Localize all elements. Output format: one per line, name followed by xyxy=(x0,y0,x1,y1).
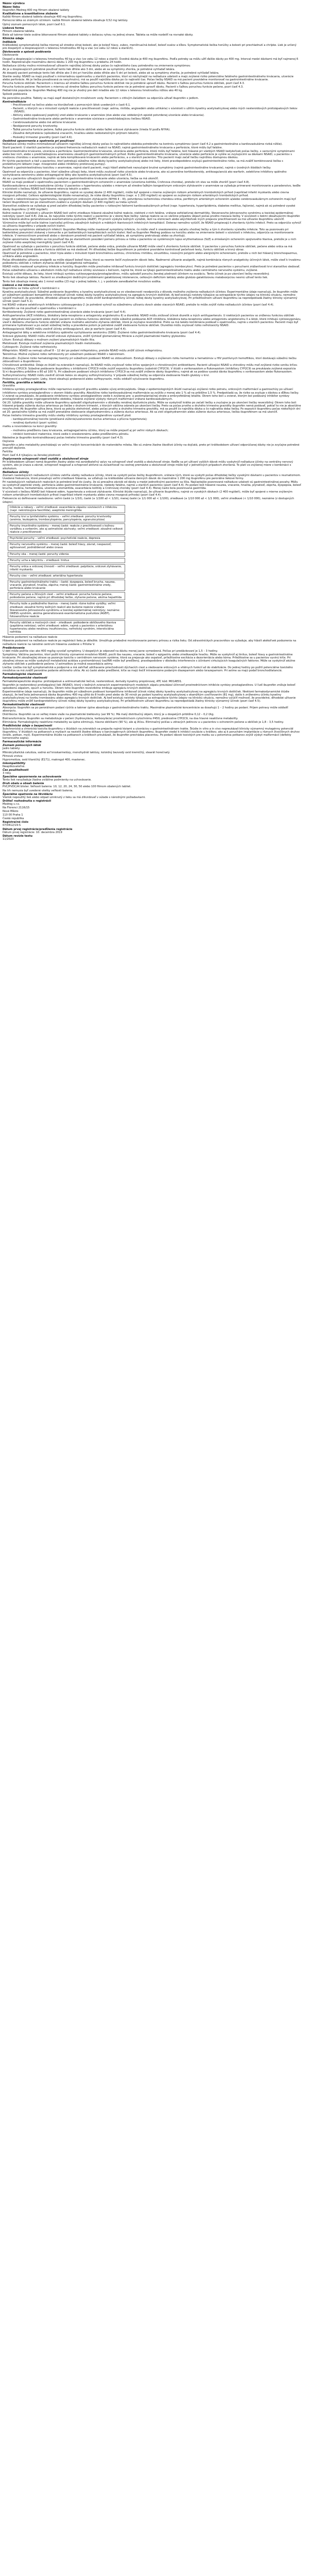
adverse-effect-row: Infekcie a nákazy – veľmi zriedkavé: exacerbácia zápalov súvisiacich s infekciou (napr. nekrotizujúca fasciitída), aseptická meningitída xyxy=(8,505,125,513)
text-paragraph: Medreg s.r.o. xyxy=(3,802,20,806)
text-paragraph: Sulfonylmočoviny: NSAID môžu zosilniť účinok liekov zo skupiny sulfonylmočoviny. V prípade súbežnej liečby sa odporúča sledovanie hladín glukózy v krvi. xyxy=(3,374,210,378)
text-paragraph: Hlásenie podozrení na nežiaduce reakcie xyxy=(3,636,58,639)
subsection-heading: Zoznam pomocných látok xyxy=(3,744,41,748)
text-paragraph: Dojčenie xyxy=(3,439,14,443)
text-paragraph: Zoznam nasledujúcich nežiaducich účinkov zahŕňa všetky nežiaduce účinky, ktoré sa vyskytli počas liečby ibuprofénom, vrátane tých, ktoré sa vyskytli počas dlhodobej liečby vysokými dávkami u pacientov s reumatizmom. Uvedené frekvencie, ktoré presahujú veľmi zriedkavé hlásenia, sa vzťahujú na krátkodobé užívanie denných dávok do maximálne 1 200 mg ibuprofénu pre perorálne liekové formy. xyxy=(3,473,301,480)
text-paragraph: Ibuprofén je nesteroidový protizápalový liek (NSAID), ktorý v bežných zvieracích experimentálnych modeloch zápalu preukázal účinnosť prostredníctvom inhibície syntézy prostaglandínov. U ľudí ibuprofén znižuje bolesť spôsobenú zápalom, opuch a horúčku. Okrem toho ibuprofén reverzibilne inhibuje agregáciu krvných doštičiek. xyxy=(3,683,296,690)
text-paragraph: Lítium: Existujú dôkazy o možnom zvýšení plazmatických hladín lítia. xyxy=(3,338,95,342)
text-paragraph: Gravidita xyxy=(3,384,15,388)
text-paragraph: PVC/PVDC/Al blister. Veľkosti balenia: 10, 12, 20, 24, 30, 50 alebo 100 filmom obalených tabliet. xyxy=(3,785,131,789)
bullet-item: – Gastrointestinálne krvácanie alebo perforácia v anamnéze súvisiace s predchádzajúcou liečbou NSAID. xyxy=(11,117,151,121)
text-paragraph: Spôsob podávania xyxy=(3,93,27,96)
section-heading: Farmakologické vlastnosti xyxy=(3,673,42,676)
bullet-item: – inhibícii kontrakcií maternice, ktorá vedie k oneskorenému alebo predĺženému pôrodu. xyxy=(11,432,129,436)
subsection-heading: Dávkovanie a spôsob podávania xyxy=(3,50,51,54)
text-paragraph: Počas tretieho trimestra gravidity môžu všetky inhibítory syntézy prostaglandínov vystaviť plod: xyxy=(3,414,131,418)
subsection-heading: Farmakodynamické vlastnosti xyxy=(3,676,47,680)
adverse-effect-row: Poruchy gastrointestinálneho traktu – časté: dyspepsia, bolesť brucha, nauzea, vracanie, plynatosť, hnačka, zápcha; menej časté: gastrointestinálne vredy, perforácia alebo krvácanie xyxy=(8,580,125,591)
text-paragraph: Jadro tablety: xyxy=(3,747,21,751)
text-paragraph: Inhibícia syntézy prostaglandínov môže nepriaznivo ovplyvniť graviditu a/alebo vývoj embrya/plodu. Údaje z epidemiologických štúdií naznačujú zvýšené riziko potratu, srdcových malformácií a gastroschízy po užívaní inhibítorov syntézy prostaglandínov v skorom štádiu gravidity. Absolútne riziko kardiovaskulárnej malformácie sa zvýšilo z menej ako 1 % až na približne 1,5 %. Predpokladá sa, že riziko sa zvyšuje s dávkou a dĺžkou liečby. U zvierat sa preukázalo, že podávanie inhibítorov syntézy prostaglandínov vedie k zvýšenej pre- a postimplantačnej strate a embryofetálnej letalite. Okrem toho boli u zvierat, ktorým bol podávaný inhibítor syntézy prostaglandínov počas organogenetického obdobia, hlásené zvýšené výskyty rôznych malformácií vrátane kardiovaskulárnych. xyxy=(3,388,299,401)
text-paragraph: Ak sa u pacientov užívajúcich ibuprofén vyskytne gastrointestinálne krvácanie alebo ulcerácia, liečba sa má ukončiť. xyxy=(3,177,159,180)
text-paragraph: Opatrnosť sa odporúča u pacientov, ktorí súbežne užívajú lieky, ktoré môžu zvyšovať riziko ulcerácie alebo krvácania, ako sú perorálne kortikosteroidy, antikoagulanciá ako warfarín, selektívne inhibítory spätného vychytávania serotonínu alebo antiagregačné látky ako kyselina acetylsalicylová (pozri časť 4.5). xyxy=(3,170,287,177)
text-paragraph: Ibuprofén sa má používať s opatrnosťou v kombinácii s: xyxy=(3,307,77,311)
bullet-item: – Cerebrovaskulárne alebo iné aktívne krvácanie. xyxy=(11,121,77,125)
bullet-item: – Posledný trimester gravidity (pozri časť 4.6). xyxy=(11,135,73,139)
text-paragraph: Ak dospelý pacient potrebuje tento liek dlhšie ako 3 dni pri horúčke alebo dlhšie ako 5 dní pri bolesti, alebo ak sa symptómy zhoršia, je potrebné vyhľadať lekára. xyxy=(3,71,219,75)
text-paragraph: Pozri časť 4.4 týkajúcu sa ženskej plodnosti. xyxy=(3,454,62,457)
text-paragraph: Všetok nepoužitý liek alebo odpad vzniknutý z lieku sa má zlikvidovať v súlade s národnými požiadavkami. xyxy=(3,795,146,799)
subsection-heading: Špeciálne upozornenia na uchovávanie xyxy=(3,775,61,779)
adverse-effect-row: Poruchy imunitného systému – menej časté: reakcie z precitlivenosti s kožnou vyrážkou a svrbením, ako aj astmatické záchvaty; veľmi zriedkavé: závažné celkové reakcie z precitlivenosti xyxy=(8,523,125,535)
text-paragraph: Opatrnosť je potrebná u pacientov, ktorí trpia alebo v minulosti trpeli bronchiálnou astmou, chronickou rinitídou, sinusitídou, nosovými polypmi alebo alergickými ochoreniami, pretože u nich bol hlásený bronchospazmus, urtikária alebo angioedém. xyxy=(3,251,298,258)
text-paragraph: Porucha funkcie pečene: Pacientom s miernou až stredne ťažkou poruchou funkcie pečene nie je potrebné upraviť dávku. Pacienti s ťažkou poruchou funkcie pečene, pozri časť 4.3. xyxy=(3,86,244,89)
bullet-item: – Závažná dehydratácia (spôsobená vracaním, hnačkou alebo nedostatočným príjmom tekutín). xyxy=(11,132,140,135)
adverse-effect-row: Poruchy ciev – veľmi zriedkavé: arteriálna hypertenzia xyxy=(8,573,125,579)
text-paragraph: 07/0412/19-S xyxy=(3,824,21,827)
text-paragraph: Tento liek obsahuje menej ako 1 mmol sodíka (23 mg) v jednej tablete, t. j. v podstate zanedbateľné množstvo sodíka. xyxy=(3,280,162,283)
subsection-heading: Nežiaduce účinky xyxy=(3,470,29,474)
text-paragraph: Pri krátkodobom užívaní nemá ibuprofén žiadny alebo má zanedbateľný vplyv na schopnosť viesť vozidlá a obsluhovať stroje. Keďže sa pri užívaní vyšších dávok môžu vyskytnúť nežiaduce účinky na centrálny nervový systém, ako je únava a závrat, schopnosť reagovať a schopnosť aktívne sa zúčastňovať na cestnej premávke a obsluhovať stroje môže byť v jednotlivých prípadoch zhoršená. To platí vo zvýšenej miere v kombinácii s alkoholom. xyxy=(3,461,293,470)
adverse-effect-row: Poruchy krvi a lymfatického systému – veľmi zriedkavé: poruchy krvotvorby (anémia, leukopénia, trombocytopénia, pancytopénia, agranulocytóza) xyxy=(8,514,125,522)
text-paragraph: Dospelí a dospievajúci s telesnou hmotnosťou 40 kg a viac (vo veku 12 rokov a starší): Úvodná dávka je 400 mg ibuprofénu. Podľa potreby sa môžu užiť ďalšie dávky po 400 mg. Interval medzi dávkami má byť najmenej 6 hodín. Neprekračujte maximálnu dennú dávku 1 200 mg ibuprofénu v priebehu 24 hodín. xyxy=(3,57,298,64)
section-heading: Lieková forma xyxy=(3,26,24,30)
text-paragraph: Gastrointestinálne krvácanie, ulcerácia a perforácia: Gastrointestinálne krvácanie, ulcerácia alebo perforácia, ktoré môžu byť fatálne, boli hlásené pri všetkých NSAID kedykoľvek počas liečby, s varovnými symptómami alebo bez nich, alebo s predchádzajúcou anamnézou závažných gastrointestinálnych príhod. Riziko gastrointestinálneho krvácania, ulcerácie alebo perforácie je vyššie so zvyšujúcimi sa dávkami NSAID, u pacientov s vredovou chorobou v anamnéze, najmä ak bola komplikovaná krvácaním alebo perforáciou, a u starších pacientov. Títo pacienti majú začať liečbu najnižšou dostupnou dávkou. xyxy=(3,149,295,160)
text-paragraph: Ibuprofénu sa treba vyhnúť v kombinácii s: xyxy=(3,286,60,290)
text-paragraph: Tento liek obsahuje laktózu. Pacienti so zriedkavými dedičnými problémami galaktózovej intolerancie, celkovým deficitom laktázy alebo glukózo-galaktózovou malabsorpciou nesmú užívať tento liek. xyxy=(3,276,268,280)
text-paragraph: Každá filmom obalená tableta obsahuje 400 mg ibuprofénu. xyxy=(3,15,83,19)
text-paragraph: Srdcové glykozidy: NSAID môžu zhoršiť srdcové zlyhávanie, znížiť rýchlosť glomerulárnej filtrácie a zvýšiť plazmatické hladiny glykozidov. xyxy=(3,335,186,338)
text-paragraph: 11/2023 xyxy=(3,837,14,841)
text-paragraph: Metotrexát: Existuje možnosť zvýšenia plazmatických hladín metotrexátu. xyxy=(3,342,102,346)
text-paragraph: Klinické štúdie naznačujú, že užívanie ibuprofénu, najmä vo vysokej dávke (2 400 mg/deň), môže byť spojené s mierne zvýšeným rizikom arteriálnych trombotických príhod (napríklad infarkt myokardu alebo cievna mozgová príhoda). Celkovo epidemiologické štúdie nenaznačujú, že nízke dávky ibuprofénu (napr. ≤ 1 200 mg/deň) sú spojené so zvýšeným rizikom arteriálnych trombotických príhod. xyxy=(3,191,289,198)
text-paragraph: Pacienti s nekontrolovanou hypertenziou, kongestívnym srdcovým zlyhávaním (NYHA II – III), potvrdenou ischemickou chorobou srdca, periférnym arteriálnym ochorením a/alebo cerebrovaskulárnym ochorením majú byť liečení ibuprofénom len po starostlivom zvážení a vysokým dávkam (2 400 mg/deň) sa treba vyhnúť. xyxy=(3,198,296,205)
subsection-heading: Liekové a iné interakcie xyxy=(3,283,39,287)
text-paragraph: Nežiaduce účinky možno minimalizovať užívaním najnižšej účinnej dávky počas čo najkratšieho času potrebného na zmiernenie symptómov. xyxy=(3,64,191,67)
subsection-heading: Indikácie xyxy=(3,41,16,44)
section-heading: Dátum revízie textu xyxy=(3,834,33,838)
text-paragraph: Staršie osoby: NSAID sa majú používať s mimoriadnou opatrnosťou u starších pacientov, ktorí sú náchylnejší na nežiaduce udalosti a majú zvýšené riziko potenciálne fatálneho gastrointestinálneho krvácania, ulcerácie alebo perforácie. Ak je liečba považovaná za nevyhnutnú, má sa použiť najnižšia dávka po čo najkratší čas. Počas liečby NSAID sa má pacient pravidelne monitorovať na gastrointestinálne krvácanie. xyxy=(3,75,294,82)
text-paragraph: Liečba: Liečba má byť symptomatická a podporná a má zahŕňať udržiavanie priechodnosti dýchacích ciest a sledovanie srdcových a vitálnych funkcií až do stabilizácie. Do jednej hodiny po požití potenciálne toxického množstva sa má zvážiť perorálne podanie aktívneho uhlia. Ak sú časté alebo predĺžené, kŕče sa majú liečiť intravenózne podaným diazepamom alebo lorazepamom. Pri astme sa majú podať bronchodilatanciá. xyxy=(3,666,293,673)
subsection-heading: Ovplyvnenie schopnosti viesť vozidlá a obsluhovať stroje xyxy=(3,457,89,461)
text-paragraph: Antikoagulanciá: NSAID môžu zosilniť účinky antikoagulancií, ako je warfarín (pozri časť 4.4). xyxy=(3,327,127,331)
text-paragraph: Neaplikovateľné. xyxy=(3,765,25,768)
document-title: Názov výrobcu xyxy=(3,2,25,5)
text-paragraph: Ďalšie upozornenia: Ibuprofén sa má používať iba po starostlivom posúdení pomeru prínosu a rizika u pacientov so systémovým lupus erythematosus (SLE) a zmiešaným ochorením spojivového tkaniva, pretože je u nich zvýšené riziko aseptickej meningitídy (pozri časť 4.8). xyxy=(3,238,297,245)
text-paragraph: Starostlivé zváženie sa vyžaduje aj pred začatím dlhodobej liečby pacientov s rizikovými faktormi kardiovaskulárnych príhod (napr. hypertenzia, hyperlipidémia, diabetes mellitus, fajčenie), najmä ak sú potrebné vysoké dávky ibuprofénu (2 400 mg/deň). xyxy=(3,205,296,211)
text-paragraph: Kyselina acetylsalicylová: Súbežné podávanie ibuprofénu a kyseliny acetylsalicylovej sa vo všeobecnosti neodporúča z dôvodu možného zvýšenia nežiaducich účinkov. Experimentálne údaje naznačujú, že ibuprofén môže pri súbežnom podávaní kompetitívne inhibovať účinok nízkej dávky kyseliny acetylsalicylovej na agregáciu krvných doštičiek. Aj keď existujú neistoty týkajúce sa extrapolácie týchto údajov na klinickú situáciu, nemožno vylúčiť možnosť, že pravidelné, dlhodobé užívanie ibuprofénu môže znížiť kardioprotektívny účinok nízkej dávky kyseliny acetylsalicylovej. Pri príležitostnom užívaní ibuprofénu sa nepredpokladá žiadny klinicky významný účinok (pozri časť 5.1). xyxy=(3,290,298,303)
bullet-item: – Pacienti, u ktorých sa v minulosti vyskytli reakcie z precitlivenosti (napr. astma, rinitída, angioedém alebo urtikária) v súvislosti s užitím kyseliny acetylsalicylovej alebo iných nesteroidových protizápalových liekov (NSAID). xyxy=(11,107,298,113)
text-paragraph: Filmová vrstva: xyxy=(3,754,23,758)
subsection-heading: Špeciálne opatrenia na likvidáciu xyxy=(3,792,53,796)
section-heading: Klinické údaje xyxy=(3,37,24,40)
text-paragraph: Opatrnosť sa vyžaduje u pacientov s poruchou funkcie obličiek, pečene alebo srdca, pretože užívanie NSAID môže viesť k zhoršeniu funkcie obličiek. U pacientov s poruchou funkcie obličiek, pečene alebo srdca sa má použiť najnižšia účinná dávka a funkcia obličiek sa má sledovať. Pri dlhodobej liečbe ibuprofénom je potrebné pravidelne kontrolovať pečeňové testy, funkciu obličiek a krvný obraz. xyxy=(3,245,293,251)
bullet-item: – Aktívny alebo opakovaný peptický vred alebo krvácanie v anamnéze (dve alebo viac oddelených epizód potvrdenej ulcerácie alebo krvácania). xyxy=(11,114,205,117)
text-paragraph: U detí môže požitie viac ako 400 mg/kg vyvolať symptómy. U dospelých je odpoveď na dávku menej jasne vymedzená. Polčas pri predávkovaní je 1,5 – 3 hodiny. xyxy=(3,649,218,653)
text-paragraph: Chinolónové antibiotiká: Údaje zo štúdií na zvieratách naznačujú, že NSAID môžu zvyšovať riziko kŕčov spojených s chinolónovými antibiotikami. Pacienti užívajúci NSAID a chinolóny môžu mať zvýšené riziko vzniku kŕčov. xyxy=(3,363,298,367)
text-paragraph: Antihypertenzíva (ACE inhibítory, blokátory beta-receptorov a antagonisty angiotenzínu II) a diuretiká: NSAID môžu znižovať účinok diuretík a iných antihypertenzív. U niektorých pacientov so zníženou funkciou obličiek (napr. dehydratovaní pacienti alebo starší pacienti so zníženou funkciou obličiek) môže súbežné podávanie ACE inhibítora, blokátora beta-receptorov alebo antagonistu angiotenzínu II a látok, ktoré inhibujú cyklooxygenázu, viesť k ďalšiemu zhoršeniu funkcie obličiek vrátane možného akútneho zlyhania obličiek, ktoré je zvyčajne reverzibilné. Preto sa má takáto kombinácia podávať s opatrnosťou, najmä u starších pacientov. Pacienti majú byť primerane hydratovaní a po začatí súbežnej liečby a pravidelne potom je potrebné zvážiť sledovanie funkcie obličiek. Diuretiká môžu zvyšovať riziko nefrotoxicity NSAID. xyxy=(3,314,301,327)
subsection-heading: Predávkovanie xyxy=(3,646,25,650)
adverse-effect-row: Poruchy kože a podkožného tkaniva – menej časté: rôzne kožné vyrážky; veľmi zriedkavé: závažné formy kožných reakcií ako bulózne reakcie vrátane Stevensovho-Johnsonovho syndrómu a toxickej epidermálnej nekrolýzy; neznáme: DRESS syndróm, akútna generalizovaná exantematózna pustulóza (AGEP), fotosenzitívne reakcie xyxy=(8,601,125,619)
adverse-effect-row: Psychické poruchy – veľmi zriedkavé: psychotické reakcie, depresia xyxy=(8,536,125,541)
text-paragraph: Existujú určité dôkazy, že lieky, ktoré inhibujú syntézu cyklooxygenázy/prostaglandínov, môžu spôsobiť poruchu ženskej plodnosti účinkom na ovuláciu. Tento účinok je po ukončení liečby reverzibilný. xyxy=(3,273,270,276)
text-paragraph: Zidovudín: Zvýšené riziko hematologickej toxicity pri súbežnom podávaní NSAID so zidovudínom. Existujú dôkazy o zvýšenom riziku hemartróz a hematómov u HIV pozitívnych hemofilikov, ktorí dostávajú súbežnú liečbu zidovudínom a ibuprofénom. xyxy=(3,357,297,363)
text-paragraph: Hlásenie podozrení na nežiaduce reakcie po registrácii lieku je dôležité. Umožňuje priebežné monitorovanie pomeru prínosu a rizika lieku. Od zdravotníckych pracovníkov sa vyžaduje, aby hlásili akékoľvek podozrenia na nežiaduce reakcie na národné centrum hlásenia uvedené v Prílohe V. xyxy=(3,639,296,646)
text-paragraph: Probenecid a sulfinpyrazón: Lieky, ktoré obsahujú probenecid alebo sulfinpyrazón, môžu oddialiť vylučovanie ibuprofénu. xyxy=(3,378,165,381)
text-paragraph: Dávkovanie xyxy=(3,54,19,57)
text-paragraph: Eliminácia: Farmakologicky neaktívne metabolity sa úplne eliminujú, hlavne obličkami (90 %), ale aj žlčou. Eliminačný polčas u zdravých jedincov a u pacientov s ochorením pečene a obličiek je 1,8 – 3,5 hodiny. xyxy=(3,720,284,724)
bullet-item: – kardiopulmonálnej toxicite (predčasné zúženie/uzatvorenie ductus arteriosus a pľúcna hypertenzia); xyxy=(11,418,147,421)
text-paragraph: Iné NSAID vrátane selektívnych inhibítorov cyklooxygenázy-2: Je potrebné vyhnúť sa súbežnému užívaniu dvoch alebo viacerých NSAID, pretože to môže zvýšiť riziko nežiaducich účinkov (pozri časť 4.4). xyxy=(3,303,274,307)
subsection-heading: Kontraindikácie xyxy=(3,100,26,104)
text-paragraph: Porucha funkcie obličiek: Pacientom s miernou až stredne ťažkou poruchou funkcie obličiek nie je potrebné upraviť dávku. Pacienti s ťažkou poruchou funkcie obličiek, pozri časť 4.3. xyxy=(3,82,245,86)
subsection-heading: Predklinické údaje o bezpečnosti xyxy=(3,724,53,727)
text-paragraph: Kortikosteroidy: Zvýšené riziko gastrointestinálnej ulcerácie alebo krvácania (pozri časť 4.4). xyxy=(3,311,126,314)
text-paragraph: Od 20. týždňa gravidity môže užívanie ibuprofénu spôsobiť oligohydramnión v dôsledku renálnej dysfunkcie plodu. Môže sa vyskytnúť krátko po začatí liečby a zvyčajne je po ukončení liečby reverzibilný. Okrem toho boli hlásené prípady zúženia ductus arteriosus po liečbe v druhom trimestri, z ktorých väčšina odznela po ukončení liečby. Preto sa počas prvého a druhého trimestra gravidity ibuprofén nemá podávať, pokiaľ to nie je absolútne nevyhnutné. Ak ibuprofén užíva žena, ktorá sa pokúša otehotnieť, alebo počas prvého a druhého trimestra gravidity, má sa použiť čo najnižšia dávka a čo najkratšia doba liečby. Po expozícii ibuprofénu počas niekoľkých dní od 20. gestačného týždňa sa má zvážiť prenatálne sledovanie oligohydramniónu a zúženia ductus arteriosus. Ak sa zistí oligohydramnión alebo zúženie ductus arteriosus, liečba ibuprofénom sa má ukončiť. xyxy=(3,401,301,414)
text-paragraph: Experimentálne údaje naznačujú, že ibuprofén môže pri súbežnom podávaní kompetitívne inhibovať účinok nízkej dávky kyseliny acetylsalicylovej na agregáciu krvných doštičiek. Niektoré farmakodynamické štúdie ukazujú, že keď bola jednorazová dávka ibuprofénu 400 mg užitá do 8 hodín pred alebo do 30 minút po podaní kyseliny acetylsalicylovej s okamžitým uvoľňovaním (81 mg), došlo k zníženému účinku kyseliny acetylsalicylovej na tvorbu tromboxánu alebo agregáciu krvných doštičiek. Aj keď existujú neistoty týkajúce sa extrapolácie týchto údajov na klinickú situáciu, nemožno vylúčiť možnosť, že pravidelné, dlhodobé užívanie ibuprofénu môže znížiť kardioprotektívny účinok nízkej dávky kyseliny acetylsalicylovej. Pri príležitostnom užívaní ibuprofénu sa nepredpokladá žiadny klinicky významný účinok (pozri časť 4.5). xyxy=(3,690,296,703)
text-paragraph: NSAID sa majú podávať s opatrnosťou pacientom s gastrointestinálnym ochorením v anamnéze (ulcerózna kolitída, Crohnova choroba), pretože ich stav sa môže zhoršiť (pozri časť 4.8). xyxy=(3,180,250,184)
text-paragraph: Takrolimus: Možné zvýšené riziko nefrotoxicity pri súbežnom podávaní NSAID s takrolimom. xyxy=(3,353,125,357)
text-paragraph: Biotransformácia: Ibuprofén sa metabolizuje v pečeni (hydroxylácia, karboxylácia) prostredníctvom cytochrómu P450, prednostne CYP2C9, na dva hlavné neaktívne metabolity. xyxy=(3,717,238,720)
bullet-item: – Neobjasnené poruchy krvotvorby. xyxy=(11,125,58,128)
subsection-heading: Druh obalu a obsah balenia xyxy=(3,782,44,786)
bullet-item: – Precitlivenosť na liečivo alebo na ktorúkoľvek z pomocných látok uvedených v časti 6.1. xyxy=(11,103,131,107)
text-paragraph: Úplný zoznam pomocných látok, pozri časť 6.1. xyxy=(3,23,66,26)
section-heading: Farmaceutické informácie xyxy=(3,740,42,744)
text-paragraph: Tento liek nevyžaduje žiadne zvláštne podmienky na uchovávanie. xyxy=(3,778,92,782)
section-heading: Registračné číslo xyxy=(3,821,29,824)
text-paragraph: Počas dlhodobého užívania analgetík sa môže objaviť bolesť hlavy, ktorá sa nesmie liečiť zvyšovaním dávok lieku. Nadmerné užívanie analgetík, najmä kombinácia rôznych analgeticky účinných látok, môže viesť k trvalému poškodeniu obličiek s rizikom zlyhania obličiek (analgetická nefropatia). xyxy=(3,258,301,265)
text-paragraph: Pri nasledujúcich nežiaducich reakciách je potrebné brať do úvahy, že sú prevažne závislé od dávky a medzi jednotlivými pacientmi sa líšia. Najčastejšie pozorované nežiaduce udalosti sú gastrointestinálnej povahy. Môžu sa vyskytnúť peptické vredy, perforácia alebo gastrointestinálne krvácanie, niekedy fatálne, najmä u starších pacientov (pozri časť 4.4). Po podaní boli hlásené nauzea, vracanie, hnačka, plynatosť, zápcha, dyspepsia, bolesť brucha, meléna, hemateméza, ulcerózna stomatitída, exacerbácia kolitídy a Crohnovej choroby (pozri časť 4.4). Menej často bola pozorovaná gastritída. xyxy=(3,480,301,490)
text-paragraph: Následne je ibuprofén kontraindikovaný počas tretieho trimestra gravidity (pozri časť 4.3). xyxy=(3,436,124,439)
text-paragraph: Krátkodobá symptomatická liečba miernej až stredne silnej bolesti, ako je bolesť hlavy, zubov, menštruačná bolesť, bolesť svalov a kĺbov. Symptomatická liečba horúčky a bolesti pri prechladnutí a chrípke. Liek je určený pre dospelých a dospievajúcich s telesnou hmotnosťou 40 kg a viac (vo veku 12 rokov a starších). xyxy=(3,44,297,50)
text-paragraph: Ibuprofen Medreg 400 mg filmom obalené tablety xyxy=(3,9,70,12)
section-heading: Kvalitatívne a kvantitatívne zloženie xyxy=(3,12,58,16)
section-heading: Držiteľ rozhodnutia o registrácii xyxy=(3,799,52,803)
text-paragraph: NSAID môžu maskovať symptómy infekcie a horúčky. Ibuprofén môže prechodne inhibovať funkciu krvných doštičiek (agregáciu trombocytov). Preto je potrebné pacientov s poruchami zrážanlivosti krvi starostlivo sledovať. xyxy=(3,265,300,269)
text-paragraph: Pacienti s gastrointestinálnou toxicitou v anamnéze, najmä starší pacienti, majú hlásiť akékoľvek nezvyčajné brušné symptómy (najmä gastrointestinálne krvácanie), najmä v úvodných štádiách liečby. xyxy=(3,166,271,170)
text-paragraph: Na trh nemusia byť uvedené všetky veľkosti balenia. xyxy=(3,789,73,792)
text-paragraph: Pomocná látka so známym účinkom: každá filmom obalená tableta obsahuje 0,52 mg laktózy. xyxy=(3,19,128,23)
text-paragraph: Výnimočne môže byť ovčie kiahne (varicella) príčinou závažných kožných a mäkkých tkanivových infekčných komplikácií. Doteraz nemožno vylúčiť, že NSAID prispievajú k zhoršeniu týchto infekcií. Preto sa odporúča vyhnúť sa užívaniu ibuprofénu v prípade ovčích kiahní. xyxy=(3,221,301,228)
text-paragraph: Kožné reakcie: V súvislosti s užívaním NSAID boli veľmi zriedkavo hlásené závažné kožné reakcie, niektoré z nich fatálne, vrátane exfoliatívnej dermatitídy, Stevensovho-Johnsonovho syndrómu a toxickej epidermálnej nekrolýzy (pozri časť 4.8). Zdá sa, že najvyššie riziko týchto reakcií u pacientov je v skorej fáze liečby: nástup reakcie sa vo väčšine prípadov objavil počas prvého mesiaca liečby. V súvislosti s liekmi obsahujúcimi ibuprofén bola hlásená akútna generalizovaná exantematózna pustulóza (AGEP). Pri prvom výskyte kožných vyrážok, lézií na slizniciach alebo akýchkoľvek iných prejavov precitlivenosti sa má užívanie ibuprofénu ukončiť. xyxy=(3,211,300,221)
bullet-item: – možnému predĺženiu času krvácania, antiagregačnému účinku, ktorý sa môže prejaviť aj pri veľmi nízkych dávkach; xyxy=(11,429,168,432)
text-paragraph: Frekvencie sú definované nasledovne: veľmi časté (≥ 1/10), časté (≥ 1/100 až < 1/10), menej časté (≥ 1/1 000 až < 1/100), zriedkavé (≥ 1/10 000 až < 1/1 000), veľmi zriedkavé (< 1/10 000), neznáme (z dostupných údajov). xyxy=(3,497,294,504)
text-paragraph: Absorpcia: Ibuprofén sa po perorálnom podaní rýchlo a takmer úplne absorbuje z gastrointestinálneho traktu. Maximálne plazmatické koncentrácie sa dosahujú 1 – 2 hodiny po podaní. Príjem potravy môže oddialiť absorpciu. xyxy=(3,706,288,713)
adverse-effect-row: Poruchy pečene a žlčových ciest – veľmi zriedkavé: porucha funkcie pečene, poškodenie pečene, najmä pri dlhodobej liečbe, zlyhanie pečene, akútna hepatitída xyxy=(8,592,125,600)
text-paragraph: Biele až takmer biele oválne bikonvexné filmom obalené tablety s deliacou ryhou na jednej strane. Tableta sa môže rozdeliť na rovnaké dávky. xyxy=(3,33,194,37)
text-paragraph: 110 00 Praha 1 xyxy=(3,814,23,817)
text-paragraph: Pediatrická populácia: Ibuprofen Medreg 400 mg nie je vhodný pre deti mladšie ako 12 rokov s telesnou hmotnosťou nižšou ako 40 kg. xyxy=(3,89,183,93)
text-paragraph: Dátum prvej registrácie: 10. decembra 2019 xyxy=(3,831,62,834)
subsection-heading: Osobitné upozornenia a opatrenia pri používaní xyxy=(3,139,75,143)
text-paragraph: Starší pacienti: U starších pacientov je zvýšená frekvencia nežiaducich reakcií na NSAID, najmä gastrointestinálneho krvácania a perforácie, ktoré môžu byť fatálne. xyxy=(3,146,223,149)
text-paragraph: Pri týchto pacientoch a tiež u pacientov, ktorí potrebujú súbežne nízke dávky kyseliny acetylsalicylovej alebo iné lieky, ktoré pravdepodobne zvyšujú gastrointestinálne riziko, sa má zvážiť kombinovaná liečba s protektívnymi látkami (napr. misoprostol alebo inhibítory protónovej pumpy). xyxy=(3,160,283,166)
subsection-heading: Fertilita, gravidita a laktácia xyxy=(3,381,46,385)
document-body xyxy=(3,6,301,841)
adverse-effect-row: Poruchy oka – menej časté: poruchy videnia xyxy=(8,552,125,557)
section-heading: Názov lieku xyxy=(3,6,20,9)
text-paragraph: Na perorálne použitie. Tablety sa majú zapiť dostatočným množstvom vody. Pacientom s citlivým žalúdkom sa odporúča užívať ibuprofén s jedlom. xyxy=(3,96,199,100)
text-paragraph: Filmom obalená tableta. xyxy=(3,29,35,33)
text-paragraph: Kardiovaskulárne a cerebrovaskulárne účinky: U pacientov s hypertenziou a/alebo s miernym až stredne ťažkým kongestívnym srdcovým zlyhávaním v anamnéze sa vyžaduje primerané monitorovanie a poradenstvo, keďže v súvislosti s liečbou NSAID boli hlásené retencia tekutín a edém. xyxy=(3,184,301,191)
subsection-heading: Inkompatibility xyxy=(3,761,26,765)
text-paragraph: 3 roky. xyxy=(3,772,11,775)
text-paragraph: Maskovanie symptómov základných infekcií: Ibuprofen Medreg môže maskovať symptómy infekcie, čo môže viesť k oneskorenému začatiu vhodnej liečby a tým k zhoršeniu výsledku infekcie. Toto sa pozorovalo pri bakteriálnej pneumónii získanej v komunite a pri bakteriálnych komplikáciách ovčích kiahní. Keď sa Ibuprofen Medreg podáva na horúčku alebo na zmiernenie bolesti v súvislosti s infekciou, odporúča sa monitorovanie infekcie. V nemocničnom prostredí alebo v domácom prostredí má pacient vyhľadať lekára, ak symptómy pretrvávajú alebo sa zhoršujú. xyxy=(3,228,294,238)
adverse-effect-row: Poruchy obličiek a močových ciest – zriedkavé: poškodenie obličkového tkaniva (papilárna nekróza); veľmi zriedkavé: edém, najmä u pacientov s arteriálnou hypertenziou alebo renálnou insuficienciou, nefrotický syndróm, intersticiálna nefritída xyxy=(8,620,125,635)
text-paragraph: Na Florenci 2116/15 xyxy=(3,806,30,809)
text-paragraph: Symptómy: Väčšina pacientov, ktorí požili klinicky významné množstvo NSAID, pocíti iba nauzeu, vracanie, bolesť v epigastriu alebo zriedkavejšie hnačku. Môže sa vyskytnúť aj tinitus, bolesť hlavy a gastrointestinálne krvácanie. Pri závažnejšej otrave sa pozoruje toxicita v centrálnom nervovom systéme, ktorá sa prejavuje ako ospalosť, príležitostne excitácia a dezorientácia alebo kóma. Príležitostne sa u pacientov vyvinú kŕče. Pri závažnej otrave sa môže vyskytnúť metabolická acidóza a protrombínový čas/INR môže byť predĺžený, pravdepodobne v dôsledku interferencie s účinkami cirkulujúcich koagulačných faktorov. Môže sa vyskytnúť akútne zlyhanie obličiek a poškodenie pečene. U astmatikov je možná exacerbácia astmy. xyxy=(3,653,296,666)
text-paragraph: Antiagregačné látky a selektívne inhibítory spätného vychytávania serotonínu (SSRI): Zvýšené riziko gastrointestinálneho krvácania (pozri časť 4.4). xyxy=(3,331,201,334)
text-paragraph: Ak je u dospievajúcich potrebné používať tento liek dlhšie ako 3 dni, alebo ak sa symptómy zhoršia, je potrebné vyhľadať lekára. xyxy=(3,67,175,71)
text-paragraph: Nežiaduce účinky možno minimalizovať užívaním najnižšej účinnej dávky počas čo najkratšieho obdobia potrebného na kontrolu symptómov (pozri časť 4.2 a gastrointestinálne a kardiovaskulárne riziká nižšie). xyxy=(3,142,283,146)
subsection-heading: Farmakokinetické vlastnosti xyxy=(3,703,45,707)
bullet-item: – Ťažká porucha funkcie pečene, ťažká porucha funkcie obličiek alebo ťažké srdcové zlyhávanie (trieda IV podľa NYHA). xyxy=(11,128,170,132)
subsection-heading: Čas použiteľnosti xyxy=(3,768,29,772)
text-paragraph: matku a novorodenca na konci gravidity: xyxy=(3,425,57,429)
text-paragraph: Ibuprofén a jeho metabolity prechádzajú vo veľmi malých koncentráciách do materského mlieka. Nie sú známe žiadne škodlivé účinky na dojčatá, preto pri krátkodobom užívaní odporúčanej dávky nie je zvyčajne potrebné prerušiť dojčenie. xyxy=(3,443,300,450)
section-heading: Dátum prvej registrácie/predĺženia registrácie xyxy=(3,827,73,831)
text-paragraph: Inhibítory CYP2C9: Súbežné podávanie ibuprofénu s inhibítormi CYP2C9 môže zvýšiť expozíciu ibuprofénu (substrát CYP2C9). V štúdii s vorikonazolom a flukonazolom (inhibítory CYP2C9) sa preukázala zvýšená expozícia S(+)-ibuprofénu približne o 80 až 100 %. Pri súbežnom podávaní silných inhibítorov CYP2C9 sa má zvážiť zníženie dávky ibuprofénu, najmä ak sa podáva vysoká dávka ibuprofénu s vorikonazolom alebo flukonazolom. xyxy=(3,367,296,374)
text-paragraph: Fertilita xyxy=(3,450,13,454)
text-paragraph: Cyklosporín: Zvýšené riziko nefrotoxicity. xyxy=(3,346,58,349)
text-paragraph: Nové Město xyxy=(3,810,19,814)
adverse-effect-row: Poruchy nervového systému – menej časté: bolesť hlavy, závrat, nespavosť, agitovanosť, podráždenosť alebo únava xyxy=(8,542,125,550)
text-paragraph: Subchronická a chronická toxicita ibuprofénu v štúdiách na zvieratách sa prejavila najmä léziami a ulceráciou v gastrointestinálnom trakte. Štúdie in vitro a in vivo nepreukázali klinicky významný mutagénny potenciál ibuprofénu. V štúdiách na potkanoch a myšiach sa nezistili žiadne dôkazy o karcinogénnych účinkoch ibuprofénu. Ibuprofén viedol k inhibícii ovulácie u králikov, ako aj k poruchám implantácie u rôznych živočíšnych druhov (králik, potkan, myš). Experimentálne štúdie na potkanoch a králikoch preukázali, že ibuprofén prechádza placentou. Po podaní dávok toxických pre matku sa u potomstva potkanov zvýšil výskyt malformácií (defekty komorového septa). xyxy=(3,727,300,740)
bullet-item: – renálnej dysfunkcii (pozri vyššie); xyxy=(11,421,58,425)
text-paragraph: V súvislosti s liečbou NSAID boli hlásené edém, hypertenzia a srdcové zlyhávanie. Klinické štúdie naznačujú, že užívanie ibuprofénu, najmä vo vysokých dávkach (2 400 mg/deň), môže byť spojené s mierne zvýšeným rizikom arteriálnych trombotických príhod (napríklad infarkt myokardu alebo cievna mozgová príhoda) (pozri časť 4.4). xyxy=(3,490,293,497)
text-paragraph: Mifepristón: NSAID sa nemajú užívať 8 – 12 dní po podaní mifepristónu, pretože NSAID môžu znížiť účinok mifepristónu. xyxy=(3,349,163,353)
text-paragraph: Hypromelóza, oxid titaničitý (E171), makrogol 400, mastenec. xyxy=(3,758,86,761)
text-paragraph: Počas súbežného užívania s alkoholom môžu byť nežiaduce účinky súvisiace s liečivom, najmä tie, ktoré sa týkajú gastrointestinálneho traktu alebo centrálneho nervového systému, zvýšené. xyxy=(3,269,258,273)
adverse-effect-row: Poruchy ucha a labyrintu – zriedkavé: tinitus xyxy=(8,558,125,563)
text-paragraph: Distribúcia: Ibuprofén sa vo veľkej miere viaže na plazmatické bielkoviny (asi 99 %). Má malý distribučný objem, ktorý je u dospelých približne 0,12 – 0,2 l/kg. xyxy=(3,713,214,717)
text-paragraph: Česká republika xyxy=(3,817,24,821)
text-paragraph: Mikrokryštalická celulóza, sodná soľ kroskarmelózy, monohydrát laktózy, koloidný bezvodý oxid kremičitý, stearát horečnatý. xyxy=(3,751,170,754)
adverse-effect-row: Poruchy srdca a srdcovej činnosti – veľmi zriedkavé: palpitácie, srdcové zlyhávanie, infarkt myokardu xyxy=(8,564,125,572)
text-paragraph: Farmakoterapeutická skupina: protizápalové a antireumatické liečivá, nesteroidové, deriváty kyseliny propiónovej, ATC kód: M01AE01. xyxy=(3,680,182,683)
